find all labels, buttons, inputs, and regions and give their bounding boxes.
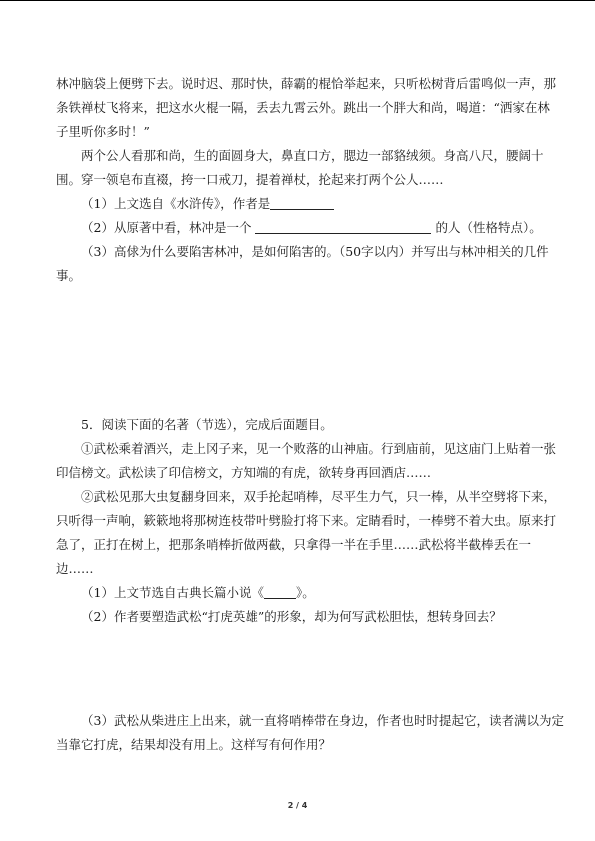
section-5-question-2: （2）作者要塑造武松“打虎英雄”的形象，却为何写武松胆怯，想转身回去？	[81, 609, 502, 624]
passage-line: 子里听你多时！”	[56, 124, 150, 139]
section-5-question-3: （3）武松从柴进庄上出来，就一直将哨棒带在身边，作者也时时提起它，读者满以为定	[81, 713, 564, 728]
answer-space-2[interactable]	[56, 629, 541, 709]
passage-line: 围。穿一领皂布直裰，挎一口戒刀，提着禅杖，抡起来打两个公人……	[56, 172, 444, 187]
passage-line: 条铁禅杖飞将来，把这水火棍一隔，丢去九霄云外。跳出一个胖大和尚，喝道：“洒家在林	[56, 100, 550, 115]
question-text: （1）上文节选自古典长篇小说《	[81, 585, 264, 600]
question-1-author	[56, 192, 541, 216]
excerpt-paragraph-1	[56, 437, 557, 485]
excerpt-line: 只听得一声响，簌簌地将那树连枝带叶劈脸打将下来。定睛看时，一棒劈不着大虫。原来打	[56, 513, 557, 528]
answer-space-1[interactable]	[56, 288, 541, 413]
section-5-question-3-continuation: 当靠它打虎，结果却没有用上。这样写有何作用？	[56, 737, 332, 752]
question-text-suffix: 的人（性格特点）。	[435, 220, 542, 235]
passage-shuihu-excerpt	[56, 72, 557, 192]
section-5	[56, 413, 564, 757]
question-text: （1）上文选自《水浒传》，作者是	[81, 196, 271, 211]
question-text: （2）从原著中看，林冲是一个	[81, 220, 252, 235]
question-text-suffix: 》。	[295, 585, 315, 600]
excerpt-paragraph-2	[56, 485, 557, 581]
question-3-continuation: 事。	[56, 268, 82, 283]
answer-blank-author[interactable]	[270, 196, 334, 210]
question-2-character	[56, 216, 541, 240]
excerpt-line: ②武松见那大虫复翻身回来，双手抡起哨棒，尽平生力气，只一棒，从半空劈将下来，	[81, 489, 557, 504]
excerpt-line: 印信榜文。武松读了印信榜文，方知端的有虎，欲转身再回酒店……	[56, 465, 432, 480]
question-3-gaoqiu: （3）高俅为什么要陷害林冲，是如何陷害的。（50字以内）并写出与林冲相关的几件	[81, 244, 549, 259]
page-number: 2 / 4	[287, 801, 308, 810]
answer-blank-novel-title[interactable]	[264, 585, 296, 599]
excerpt-line: 急了，正打在树上，把那条哨棒折做两截，只拿得一半在手里……武松将半截棒丢在一	[56, 537, 532, 552]
document-body	[56, 72, 564, 757]
excerpt-line: ①武松乘着酒兴，走上冈子来，见一个败落的山神庙。行到庙前，见这庙门上贴着一张	[81, 441, 557, 456]
answer-blank-character[interactable]	[255, 220, 431, 234]
passage-line: 两个公人看那和尚，生的面圆身大，鼻直口方，腮边一部貉绒须。身高八尺，腰阔十	[81, 148, 544, 163]
excerpt-line: 边……	[56, 561, 94, 576]
section-5-question-1	[56, 581, 541, 605]
top-border-line	[0, 0, 595, 1]
passage-line: 林冲脑袋上便劈下去。说时迟、那时快，薛霸的棍恰举起来，只听松树背后雷鸣似一声，那	[56, 76, 557, 91]
question-group-1	[56, 192, 549, 288]
section-5-heading: 5．阅读下面的名著（节选），完成后面题目。	[81, 417, 333, 432]
